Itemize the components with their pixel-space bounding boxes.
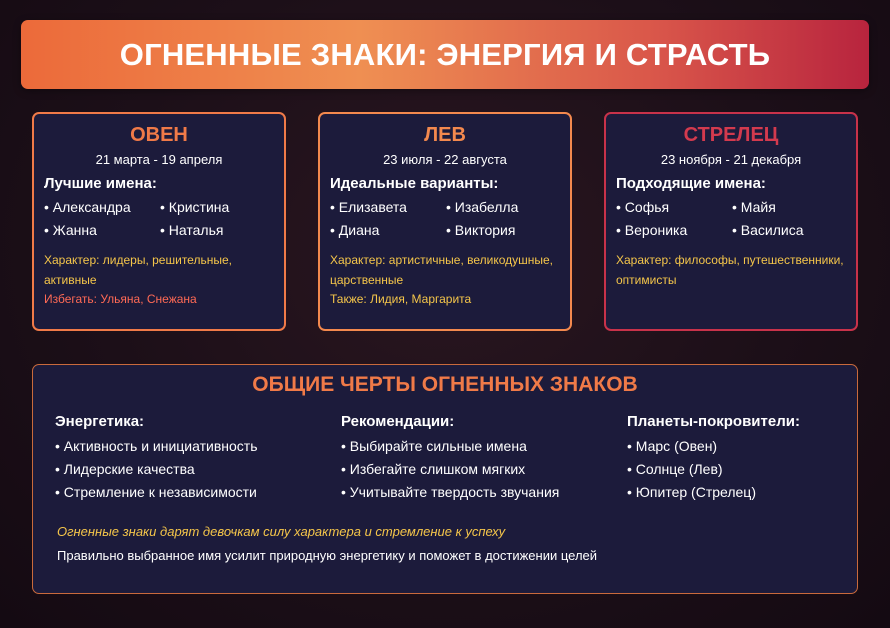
card-sagittarius [604, 112, 858, 331]
card-dates: 23 ноября - 21 декабря [660, 152, 802, 167]
card-dates: 21 марта - 19 апреля [95, 152, 223, 167]
column-heading: Планеты-покровители: [627, 413, 800, 430]
name-item: • Александра [44, 199, 131, 215]
list-item: • Стремление к независимости [55, 484, 257, 500]
list-item: • Юпитер (Стрелец) [627, 484, 756, 500]
name-item: • Наталья [160, 222, 224, 238]
column-heading: Энергетика: [55, 413, 145, 430]
page-title: ОГНЕННЫЕ ЗНАКИ: ЭНЕРГИЯ И СТРАСТЬ [119, 36, 771, 72]
card-title: ОВЕН [130, 124, 188, 146]
card-subtitle: Подходящие имена: [616, 175, 766, 192]
card-extra: Избегать: Ульяна, Снежана [44, 292, 197, 306]
list-item: • Учитывайте твердость звучания [341, 484, 560, 500]
list-item: • Избегайте слишком мягких [341, 461, 526, 477]
name-list [44, 199, 274, 238]
header-banner [21, 20, 869, 89]
card-trait: Характер: философы, путешественники, оптимисты [616, 253, 844, 287]
card-extra: Также: Лидия, Маргарита [330, 292, 472, 306]
planets-column [627, 413, 800, 507]
common-title: ОБЩИЕ ЧЕРТЫ ОГНЕННЫХ ЗНАКОВ [252, 373, 638, 396]
list-item: • Солнце (Лев) [627, 461, 723, 477]
energy-column [55, 413, 258, 507]
column-heading: Рекомендации: [341, 413, 455, 430]
summary-note: Правильно выбранное имя усилит природную энергетику и поможет в достижении целей [57, 548, 598, 563]
card-leo [318, 112, 572, 331]
name-item: • Майя [732, 199, 776, 215]
card-title: СТРЕЛЕЦ [683, 124, 779, 146]
name-item: • Изабелла [446, 199, 519, 215]
list-item: • Марс (Овен) [627, 438, 718, 454]
list-item: • Активность и инициативность [55, 438, 258, 454]
card-dates: 23 июля - 22 августа [383, 152, 507, 167]
name-item: • Жанна [44, 222, 97, 238]
card-aries [32, 112, 286, 331]
italic-note: Огненные знаки дарят девочкам силу характера и стремление к успеху [57, 524, 506, 539]
name-item: • Диана [330, 222, 380, 238]
recommendations-column [341, 413, 559, 507]
name-item: • Софья [616, 199, 670, 215]
name-list [330, 199, 560, 238]
name-item: • Василиса [732, 222, 804, 238]
card-title: ЛЕВ [424, 124, 466, 146]
card-subtitle: Идеальные варианты: [330, 175, 499, 192]
card-trait: Характер: артистичные, великодушные, царственные [330, 253, 554, 287]
name-list [616, 199, 846, 238]
list-item: • Выбирайте сильные имена [341, 438, 527, 454]
common-traits-panel [32, 364, 858, 594]
name-item: • Кристина [160, 199, 230, 215]
card-subtitle: Лучшие имена: [44, 175, 157, 192]
name-item: • Виктория [446, 222, 516, 238]
name-item: • Вероника [616, 222, 688, 238]
name-item: • Елизавета [330, 199, 407, 215]
list-item: • Лидерские качества [55, 461, 195, 477]
card-trait: Характер: лидеры, решительные, активные [44, 253, 232, 287]
